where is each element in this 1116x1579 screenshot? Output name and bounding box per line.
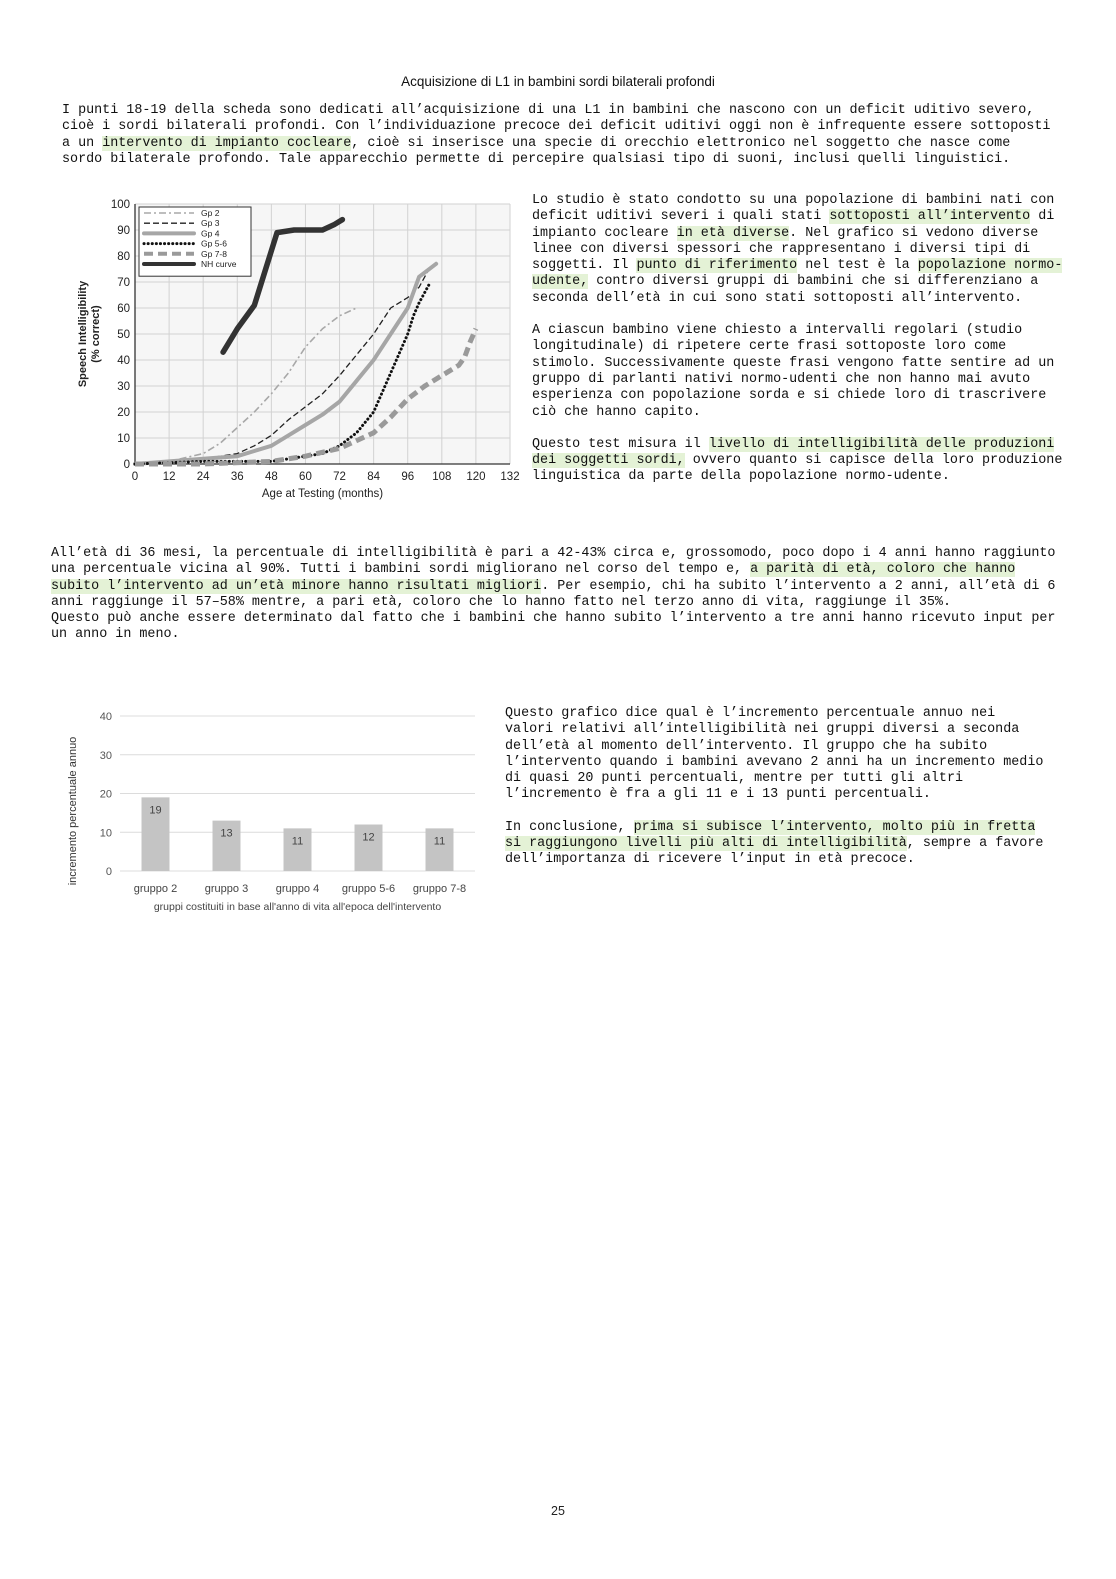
highlight-span: livello di intelligibilità delle produzioni dei soggetti sordi,: [532, 436, 1055, 469]
text-span: All’età di 36 mesi, la percentuale di intelligibilità è pari a 42-43% circa e, grossomodo, poco dopo i 4 anni hanno raggiunto una percentuale vicina al 90%. Tutti i bambini sordi migliorano nel corso del tempo e,: [51, 546, 1056, 578]
line-chart-y-label: [77, 280, 102, 387]
legend-label: Gp 3: [201, 218, 220, 229]
x-tick-label: 108: [432, 471, 452, 483]
y-tick-label: 50: [117, 329, 130, 341]
x-tick-label: 24: [196, 471, 210, 483]
highlight-span: punto di riferimento: [636, 258, 798, 274]
text-span: . Nel grafico si vedono diverse linee con diversi spessori che rappresentano i diversi tipi di soggetti. Il: [532, 225, 1039, 274]
highlight-span: sottoposti all’intervento: [829, 209, 1031, 225]
annual-increment-bar-chart: [60, 700, 490, 920]
middle-paragraph-1: [51, 546, 1061, 611]
text-span: . Per esempio, chi ha subito l’intervento a 2 anni, all’età di 6 anni raggiunge il 57–58% mentre, a pari età, coloro che lo hanno fatto nel terzo anno di vita, raggiunge il 35%.: [51, 578, 1056, 610]
y-tick-label: 30: [99, 749, 112, 762]
text-span: ovvero quanto si capisce della loro produzione linguistica da parte della popolazione normo-udente.: [532, 453, 1063, 485]
text-span: nel test è la: [797, 258, 918, 274]
text-span: di impianto cocleare: [532, 209, 1055, 241]
x-tick-label: gruppo 4: [275, 883, 320, 895]
highlight-span: a parità di età, coloro che hanno subito l’intervento ad un’età minore hanno risultati migliori: [51, 562, 1016, 594]
x-tick-label: gruppo 3: [204, 883, 249, 895]
text-span: , sempre a favore dell’importanza di ricevere l’input in età precoce.: [505, 836, 1044, 868]
middle-paragraph-2: Questo può anche essere determinato dal fatto che i bambini che hanno subito l’intervento a tre anni hanno ricevuto input per un anno in meno.: [51, 611, 1056, 643]
bar-chart-x-ticks: [134, 883, 466, 895]
y-tick-label: 20: [117, 407, 130, 419]
y-tick-label: 30: [117, 381, 130, 393]
side-paragraph-2: A ciascun bambino viene chiesto a intervalli regolari (studio longitudinale) di ripetere certe frasi sottoposte loro come stimolo. Successivamente queste frasi vengono fatte sentire ad un gruppo di parlanti nativi normo-udenti che non hanno mai avuto esperienza con popolazione sorda e si chiede loro di trascrivere ciò che hanno capito.: [532, 323, 1055, 420]
y-tick-label: 40: [117, 355, 130, 367]
line-chart-y-ticks: [111, 199, 130, 471]
intelligibility-line-chart: [70, 192, 520, 510]
x-tick-label: 132: [500, 471, 520, 483]
y-label-line-1: Speech Intelligibility: [77, 280, 89, 388]
x-tick-label: 120: [466, 471, 486, 483]
x-tick-label: gruppo 2: [133, 883, 178, 895]
page-title: Acquisizione di L1 in bambini sordi bilaterali profondi: [401, 74, 715, 89]
legend-label: NH curve: [201, 259, 237, 269]
y-tick-label: 20: [99, 788, 112, 801]
x-tick-label: 60: [299, 471, 312, 483]
line-chart-x-label: Age at Testing (months): [261, 488, 384, 500]
legend-label: Gp 7-8: [201, 248, 227, 259]
y-tick-label: 0: [123, 459, 130, 471]
page-number: 25: [551, 1504, 565, 1518]
legend-label: Gp 2: [201, 208, 220, 218]
legend-label: Gp 4: [201, 228, 220, 239]
side-text-1: [532, 193, 1072, 486]
side-paragraph-3: [532, 437, 1072, 486]
line-chart-x-ticks: [132, 471, 520, 483]
bar-chart-bars: [142, 797, 454, 871]
y-label-line-2: (% correct): [90, 305, 102, 363]
x-tick-label: 72: [333, 471, 346, 483]
y-tick-label: 0: [105, 866, 112, 878]
intro-paragraph: [62, 103, 1052, 168]
text-span: Questo test misura il: [532, 436, 709, 452]
x-tick-label: 84: [367, 471, 381, 483]
x-tick-label: 48: [264, 471, 278, 483]
intro-text-end: , cioè si inserisce una specie di orecchio elettronico nel soggetto che nasce come sordo bilaterale profondo. Tale apparecchio permette di percepire qualsiasi tipo di suoni, inclusi quelli linguistici.: [62, 135, 1011, 167]
y-tick-label: 70: [117, 277, 130, 289]
x-tick-label: 12: [162, 471, 176, 483]
highlight-span: prima si subisce l’intervento, molto più in fretta si raggiungono livelli più alti di intelligibilità: [505, 819, 1036, 852]
bar-data-label: 11: [291, 835, 304, 848]
y-tick-label: 90: [117, 225, 130, 237]
bar-data-label: 12: [362, 831, 375, 844]
y-tick-label: 80: [117, 251, 130, 263]
y-tick-label: 60: [117, 303, 130, 315]
bar-data-label: 11: [433, 835, 446, 848]
bar-data-label: 13: [220, 827, 233, 840]
bar-chart-x-label: gruppi costituiti in base all'anno di vita all'epoca dell'intervento: [153, 901, 442, 913]
text-span: In conclusione,: [505, 819, 634, 835]
legend-label: Gp 5-6: [201, 238, 227, 249]
intro-highlight: intervento di impianto cocleare: [102, 135, 352, 151]
x-tick-label: 36: [230, 471, 244, 483]
y-tick-label: 10: [99, 827, 112, 840]
middle-text: [51, 546, 1061, 644]
side2-paragraph-2: [505, 820, 1045, 869]
x-tick-label: gruppo 5-6: [341, 883, 396, 895]
intro-text: I punti 18-19 della scheda sono dedicati all’acquisizione di una L1 in bambini che nascono con un deficit uditivo severo, cioè i sordi bilaterali profondi. Con l’individuazione precoce dei deficit uditivi oggi non è infrequente essere sottoposti a un: [62, 103, 1051, 151]
side-paragraph-1: [532, 193, 1072, 307]
x-tick-label: 96: [401, 471, 415, 483]
line-chart-legend: [139, 207, 251, 276]
y-tick-label: 40: [99, 711, 112, 723]
x-tick-label: 0: [131, 471, 139, 483]
x-tick-label: gruppo 7-8: [412, 883, 467, 895]
side2-paragraph-1: Questo grafico dice qual è l’incremento percentuale annuo nei valori relativi all’intelligibilità nei gruppi diversi a seconda dell’età al momento dell’intervento. Il gruppo che ha subito l’intervento quando i bambini avevano 2 anni ha un incremento medio di quasi 20 punti percentuali, mentre per tutti gli altri l’incremento è fra a gli 11 e i 13 punti percentuali.: [505, 706, 1044, 803]
highlight-span: popolazione normo-udente,: [532, 258, 1063, 290]
y-tick-label: 10: [117, 433, 130, 445]
y-tick-label: 100: [110, 199, 130, 211]
side-text-2: [505, 706, 1045, 869]
text-span: Lo studio è stato condotto su una popolazione di bambini nati con deficit uditivi severi i quali stati: [532, 193, 1055, 225]
bar-data-label: 19: [149, 804, 162, 817]
bar-chart-y-ticks: [100, 711, 112, 878]
text-span: contro diversi gruppi di bambini che si differenziano a seconda dell’età in cui sono stati sottoposti all’intervento.: [532, 274, 1039, 306]
highlight-span: in età diverse: [676, 225, 790, 241]
bar-chart-y-label: incremento percentuale annuo: [67, 736, 79, 886]
